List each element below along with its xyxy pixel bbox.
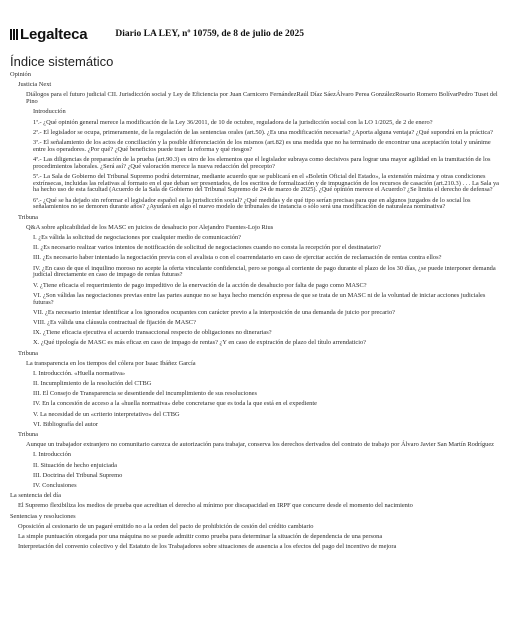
toc-entry[interactable]: 5ª.- La Sala de Gobierno del Tribunal Supremo podrá determinar, mediante acuerdo que se publicará en el «Boletín Oficial del Estado», la extensión máxima y otras condiciones extrínsecas, incluidas las relativas al formato en el que deban ser presentados, de los escritos de formalización y de impugnación de los recursos de casación (art.210.3) . . . La Sala ya ha hecho uso de esta facultad (Acuerdo de la Sala de Gobierno del Tribunal Supremo de 24 de marzo de 2025). ¿Qué opinión merece el Acuerdo? ¿Se limita el derecho de defensa? <box>33 172 499 194</box>
toc-entry[interactable]: III. Doctrina del Tribunal Supremo <box>33 471 123 479</box>
toc-entry[interactable]: 3ª.- El señalamiento de los actos de conciliación y la posible diferenciación de los mismos (art.82) es una medida que no ha terminado de encontrar una aceptación total y unánime entre los operadores. ¿Por qué? ¿Qué beneficios puede traer la reforma y qué riesgos? <box>33 138 491 153</box>
toc-entry[interactable]: III. El Consejo de Transparencia se desentiende del incumplimiento de sus resoluciones <box>33 390 257 398</box>
header <box>10 19 501 49</box>
toc-entry[interactable]: Tribuna <box>18 349 39 357</box>
toc-entry[interactable]: El Supremo flexibiliza los medios de prueba que acreditan el derecho al mínimo por discapacidad en IRPF que concurre desde el momento del nacimiento <box>18 502 413 510</box>
toc-entry[interactable]: IV. En la concesión de acceso a la «huella normativa» debe concretarse que es toda la que está en el expediente <box>33 400 317 408</box>
toc-entry[interactable]: Introducción <box>33 108 66 116</box>
toc-entry[interactable]: V. La necesidad de un «criterio interpretativo» del CTBG <box>33 410 180 418</box>
toc-entry[interactable]: Opinión <box>10 71 31 78</box>
toc-entry[interactable]: VI. ¿Son válidas las negociaciones previas entre las partes aunque no se haya hecho mención expresa de que se trata de un MASC ni de la voluntad de iniciar acciones judiciales futuras? <box>33 291 486 306</box>
toc-entry[interactable]: II. ¿Es necesario realizar varios intentos de notificación de solicitud de negociaciones cuando no consta la recepción por el destinatario? <box>33 244 381 252</box>
logo-bars-icon <box>10 29 18 40</box>
toc-entry[interactable]: VII. ¿Es necesario intentar identificar a los ignorados ocupantes con carácter previo a la interposición de una demanda de juicio por precario? <box>33 308 395 316</box>
toc-entry[interactable]: La simple puntuación otorgada por una máquina no se puede admitir como prueba para determinar la situación de dependencia de una persona <box>18 532 383 540</box>
toc-entry[interactable]: La sentencia del día <box>10 492 61 500</box>
toc-entry[interactable]: III. ¿Es necesario haber intentado la negociación previa con el avalista o con el coarrendatario en caso de ejercitar acción de reclamación de rentas contra ellos? <box>33 254 442 262</box>
toc-entry[interactable]: Sentencias y resoluciones <box>10 512 76 520</box>
toc-entry[interactable]: Justicia Next <box>18 81 52 89</box>
toc-entry[interactable]: La transparencia en los tiempos del cólera por Isaac Ibáñez García <box>26 359 196 367</box>
toc-entry[interactable]: I. ¿Es válida la solicitud de negociaciones por cualquier medio de comunicación? <box>33 234 241 242</box>
toc-entry[interactable]: X. ¿Qué tipología de MASC es más eficaz en caso de impago de rentas? ¿Y en caso de expiración de plazo del título arrendaticio? <box>33 339 367 347</box>
toc-entry[interactable]: Aunque un trabajador extranjero no comunitario carezca de autorización para trabajar, conserva los derechos derivados del contrato de trabajo por Álvaro Javier San Martín Rodríguez <box>26 441 495 449</box>
toc-entry[interactable]: IV. Conclusiones <box>33 481 77 489</box>
table-of-contents <box>10 72 501 551</box>
toc-entry[interactable]: Tribuna <box>18 213 39 221</box>
toc-entry[interactable]: IX. ¿Tiene eficacia ejecutiva el acuerdo transaccional respecto de obligaciones no dinerarias? <box>33 329 272 337</box>
toc-entry[interactable]: VIII. ¿Es válida una cláusula contractual de fijación de MASC? <box>33 318 196 326</box>
toc-entry[interactable]: VI. Bibliografía del autor <box>33 420 98 428</box>
toc-entry[interactable]: II. Situación de hecho enjuiciada <box>33 461 117 469</box>
toc-entry[interactable]: V. ¿Tiene eficacia el requerimiento de pago impeditivo de la enervación de la acción de desahucio por falta de pago como MASC? <box>33 281 367 289</box>
page-title: Índice sistemático <box>10 54 114 69</box>
toc-entry[interactable]: 1ª.- ¿Qué opinión general merece la modificación de la Ley 36/2011, de 10 de octubre, reguladora de la jurisdicción social con la LO 1/2025, de 2 de enero? <box>33 118 433 126</box>
toc-entry[interactable]: 2ª.- El legislador se ocupa, primeramente, de la regulación de las sentencias orales (art.50). ¿Es una modificación necesaria? ¿Aporta alguna ventaja? ¿Qué supondrá en la práctica? <box>33 128 493 136</box>
toc-entry[interactable]: Interpretación del convenio colectivo y del Estatuto de los Trabajadores sobre situaciones de ausencia a los efectos del pago del incentivo de mejora <box>18 543 397 551</box>
toc-entry[interactable]: Oposición al cesionario de un pagaré emitido no a la orden del pacto de prohibición de cesión del crédito cambiario <box>18 522 314 530</box>
document-page <box>0 19 511 640</box>
toc-entry[interactable]: 6ª.- ¿Qué se ha dejado sin reformar el legislador español en la jurisdicción social? ¿Qué medidas y de qué tipo serían precisas para que en algunos juzgados de lo social los señalamientos no se demoren durante años? ¿Ayudará en algo el nuevo modelo de tribunales de instancia o sólo será una modificación de naturaleza nominativa? <box>33 196 471 211</box>
toc-entry[interactable]: II. Incumplimiento de la resolución del CTBG <box>33 380 152 388</box>
toc-entry[interactable]: I. Introducción. «Huella normativa» <box>33 369 126 377</box>
issue-title: Diario LA LEY, nº 10759, de 8 de julio de 2025 <box>115 29 304 39</box>
toc-entry[interactable]: IV. ¿En caso de que el inquilino moroso no acepte la oferta vinculante confidencial, pero se ponga al corriente de pago durante el plazo de los 30 días, ¿se puede interponer demanda judicial directamente en caso de impago de rentas futuras? <box>33 264 496 279</box>
toc-entry[interactable]: 4ª.- Las diligencias de preparación de la prueba (art.90.3) es otro de los elementos que el legislador subraya como decisivos para lograr una mayor agilidad en la tramitación de los procedimientos laborales. ¿Será así? ¿Qué valoración merece la nueva redacción del precepto? <box>33 155 491 170</box>
logo-text: Legalteca <box>20 25 88 43</box>
toc-entry[interactable]: I. Introducción <box>33 451 71 459</box>
toc-entry[interactable]: Tribuna <box>18 431 39 438</box>
toc-entry[interactable]: Diálogos para el futuro judicial CII. Jurisdicción social y Ley de Eficiencia por Juan Carnicero FernándezRaúl Díaz SáezÁlvaro Perea GonzálezRosario Romero BolívarPedro Tuset del Pino <box>26 91 498 106</box>
legalteca-logo <box>10 26 87 43</box>
toc-entry[interactable]: Q&A sobre aplicabilidad de los MASC en juicios de desahucio por Alejandro Fuentes-Lojo Rius <box>26 223 274 231</box>
